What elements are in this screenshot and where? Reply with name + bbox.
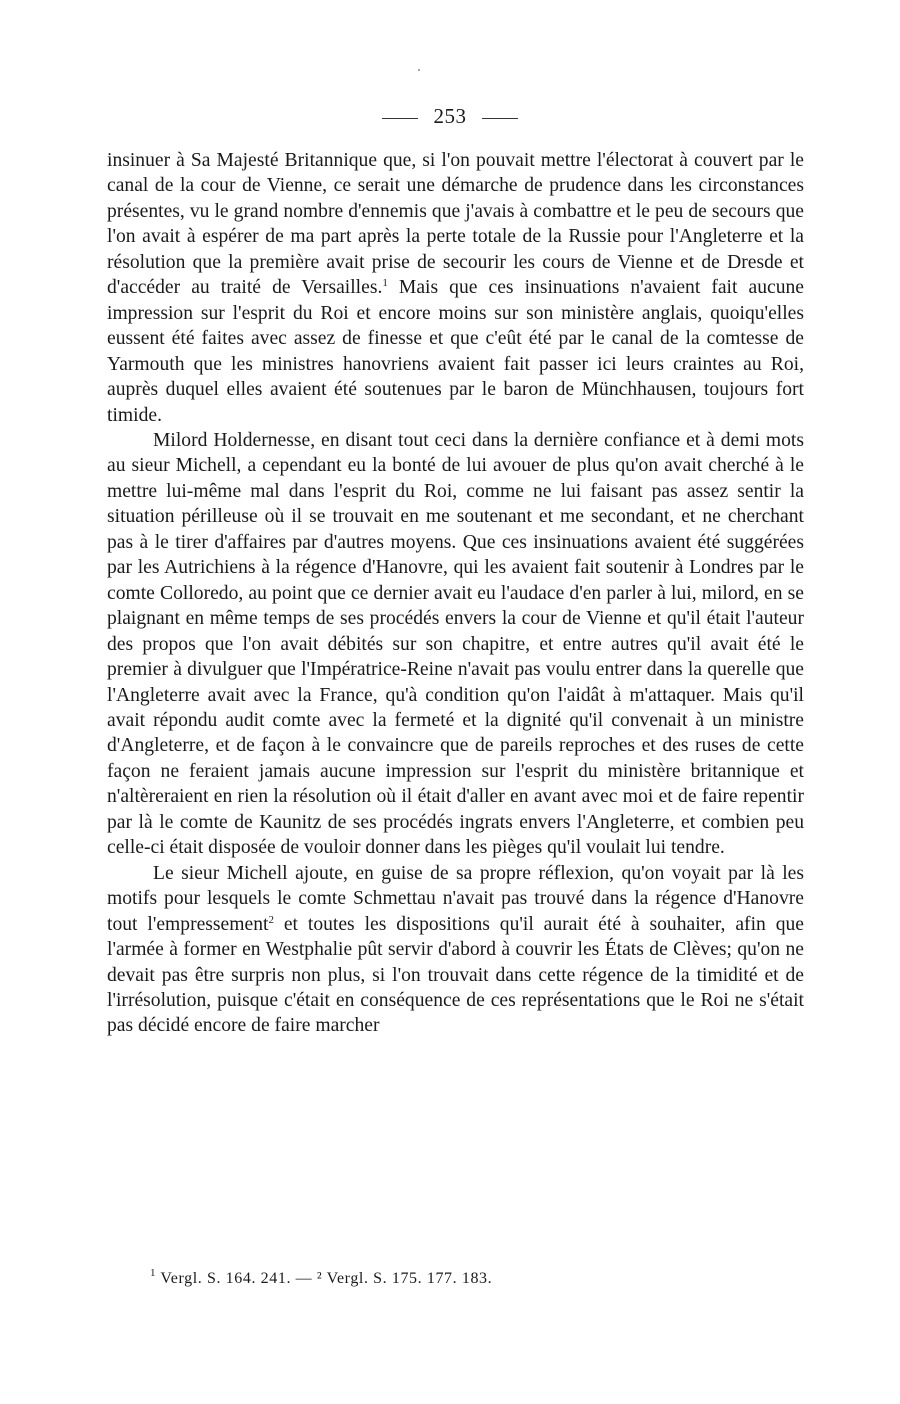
paragraph-text: Milord Holdernesse, en disant tout ceci dans la dernière confiance et à demi mots au sieur Michell, a cependant eu la bonté de lui avouer de plus qu'on avait cherché à le mettre lui-même mal dans l'esprit du Roi, comme ne lui faisant pas assez sentir la situation périlleuse où il se trouvait en me soutenant et me secondant, et ne cherchant pas à le tirer d'affaires par d'autres moyens. Que ces insinuations avaient été suggérées par les Autrichiens à la régence d'Hanovre, qui les avaient fait soutenir à Londres par le comte Colloredo, au point que ce dernier avait eu l'audace d'en parler à lui, milord, en se plaignant en même temps de ses procédés envers la cour de Vienne et qu'il était l'auteur des propos que l'on avait débités sur son chapitre, et entre autres qu'il avait été le premier à divulguer que l'Impératrice-Reine n'avait pas voulu entrer dans la querelle que l'Angleterre avait avec la France, qu'à condition qu'on l'aidât à m'attaquer. Mais qu'il avait répondu audit comte avec la fermeté et la dignité qu'il convenait à un ministre d'Angleterre, et de façon à le convaincre que de pareils reproches et des ruses de cette façon ne feraient jamais aucune impression sur l'esprit du ministère britannique et n'altèreraient en rien la résolution où il était d'aller en avant avec moi et de faire repentir par là le comte de Kaunitz de ses procédés ingrats envers l'Angleterre, et combien peu celle-ci était disposée de vouloir donner dans les pièges qu'il voulait lui tendre. — [107, 429, 804, 859]
body-text — [107, 148, 804, 1039]
paragraph-text: insinuer à Sa Majesté Britannique que, si l'on pouvait mettre l'électorat à couvert par le canal de la cour de Vienne, ce serait une démarche de prudence dans les circonstances présentes, vu le grand nombre d'ennemis que j'avais à combattre et le peu de secours que l'on avait à espérer de ma part après la perte totale de la Russie pour l'Angleterre et la résolution que la première avait prise de secourir les cours de Vienne et de Dresde et d'accéder au traité de Versailles. — [107, 150, 804, 299]
scan-speck — [418, 69, 420, 71]
paragraph-continuation — [107, 148, 804, 428]
header-dash-left — [382, 118, 418, 119]
paragraph-text: Mais que ces insinuations n'avaient fait aucune impression sur l'esprit du Roi et encore moins sur son ministère anglais, quoiqu'elles eussent été faites avec assez de finesse et que c'eût été par le canal de la comtesse de Yarmouth que les ministres hanovriens avaient fait passer ici leurs craintes au Roi, auprès duquel elles avaient été soutenues par le baron de Münchhausen, toujours fort timide. — [107, 277, 804, 426]
footnote-marker: 1 — [382, 277, 388, 290]
header-dash-right — [482, 118, 518, 119]
footnote-marker: 2 — [268, 913, 274, 926]
page-header — [0, 104, 900, 129]
footnotes — [150, 1267, 493, 1288]
paragraph — [107, 861, 804, 1039]
footnote-text: Vergl. S. 164. 241. — ² Vergl. S. 175. 177. 183. — [160, 1270, 493, 1287]
paragraph — [107, 428, 804, 861]
paragraph-text: et toutes les dispositions qu'il aurait été à souhaiter, afin que l'armée à former en Westphalie pût servir d'abord à couvrir les États de Clèves; qu'on ne devait pas être surpris non plus, si l'on trouvait dans cette régence de la timidité et de l'irrésolution, puisque c'était en conséquence de ces représentations que le Roi ne s'était pas décidé encore de faire marcher — [107, 913, 804, 1037]
page-number: 253 — [433, 104, 467, 128]
paragraph-text: Le sieur Michell ajoute, en guise de sa propre réflexion, qu'on voyait par là les motifs pour lesquels le comte Schmettau n'avait pas trouvé dans la régence d'Hanovre tout l'empressement — [107, 862, 804, 935]
footnote-marker: 1 — [150, 1267, 157, 1279]
